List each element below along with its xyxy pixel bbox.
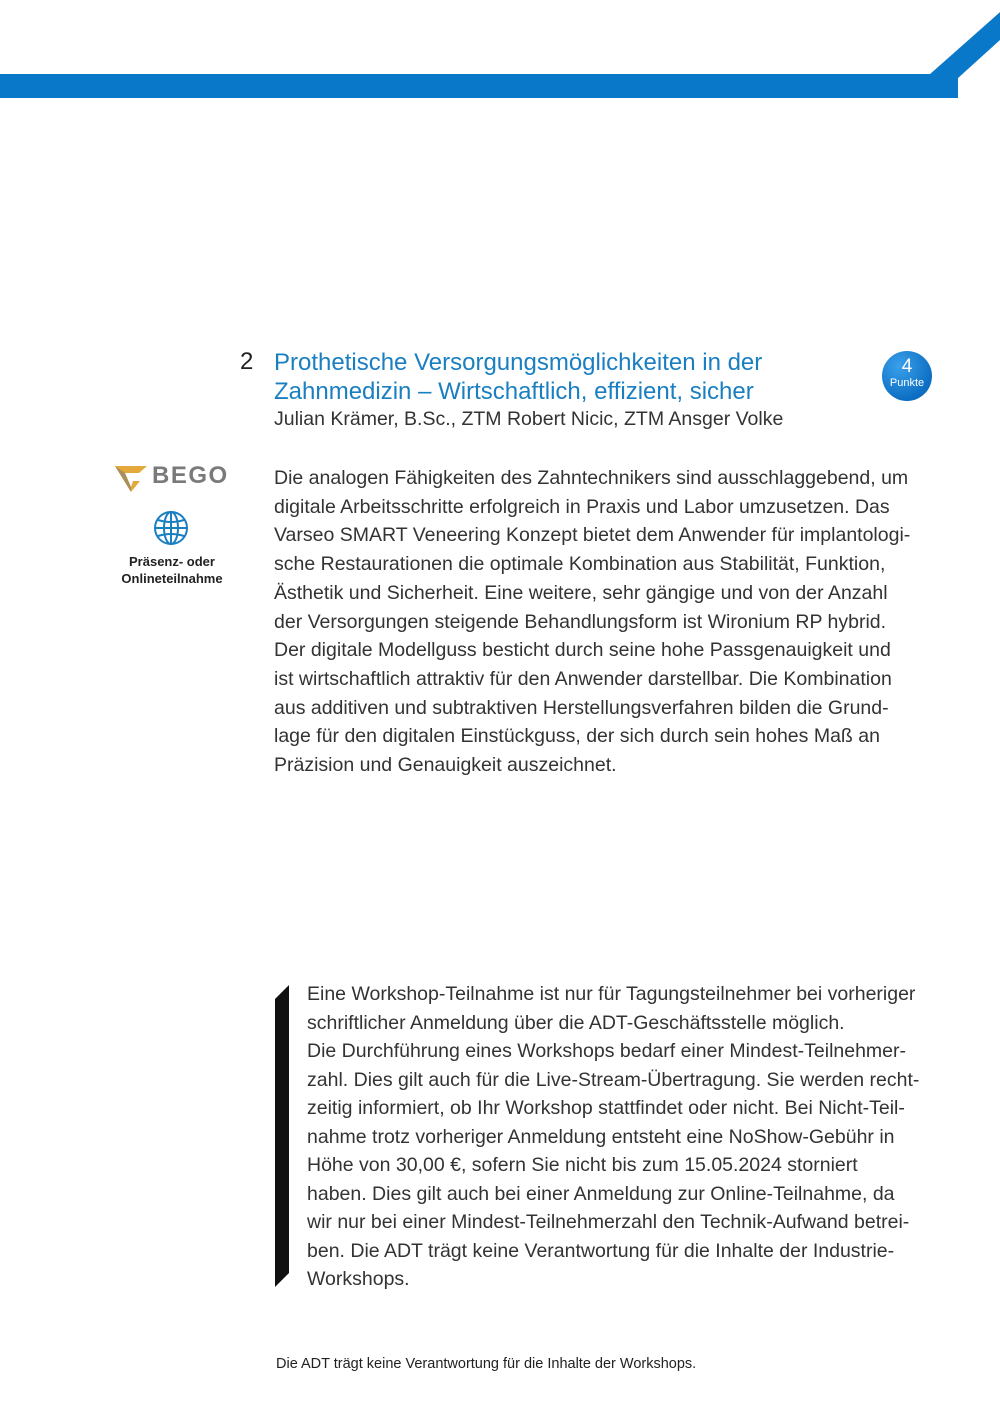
session-authors: Julian Krämer, B.Sc., ZTM Robert Nicic, ZTM Ansger Volke xyxy=(274,408,784,430)
workshop-notice: Eine Workshop-Teilnahme ist nur für Tagungsteilnehmer bei vorheriger schriftlicher Anmeldung über die ADT-Geschäftsstelle möglich. Die Durchführung eines Workshops bedarf einer Mindest-Teilnehmer- zahl. Dies gilt auch für die Live-Stream-Übertragung. Sie werden recht- zeitig informiert, ob Ihr Workshop stattfindet oder nicht. Bei Nicht-Teil- nahme trotz vorheriger Anmeldung entsteht eine NoShow-Gebühr in Höhe von 30,00 €, sofern Sie nicht bis zum 15.05.2024 storniert haben. Dies gilt auch bei einer Anmeldung zur Online-Teilnahme, da wir nur bei einer Mindest-Teilnehmerzahl den Technik-Aufwand betrei- ben. Die ADT trägt keine Verantwortung für die Inhalte der Industrie- Workshops. xyxy=(307,983,920,1290)
points-badge xyxy=(882,351,932,401)
bego-logo-text: BEGO xyxy=(152,462,229,489)
globe-icon xyxy=(152,509,190,547)
bego-logo-mark xyxy=(114,463,148,493)
footer-disclaimer: Die ADT trägt keine Verantwortung für die Inhalte der Workshops. xyxy=(276,1356,697,1372)
header-band xyxy=(0,0,1000,110)
points-label: Punkte xyxy=(889,377,925,389)
points-value: 4 xyxy=(901,356,913,377)
session-title: Prothetische Versorgungsmöglichkeiten in der Zahnmedizin – Wirtschaftlich, effizient, sicher xyxy=(274,349,763,405)
bego-logo xyxy=(114,461,229,493)
session-description: Die analogen Fähigkeiten des Zahntechnikers sind ausschlaggebend, um digitale Arbeitsschritte erfolgreich in Praxis und Labor umzusetzen. Das Varseo SMART Veneering Konzept bietet dem Anwender für implantologi- sche Restaurationen die optimale Kombination aus Stabilität, Funktion, Ästhetik und Sicherheit. Eine weitere, sehr gängige und von der Anzahl der Versorgungen steigende Behandlungsform ist Wironium RP hybrid. Der digitale Modellguss besticht durch seine hohe Passgenauigkeit und ist wirtschaftlich attraktiv für den Anwender darstellbar. Die Kombination aus additiven und subtraktiven Herstellungsverfahren bilden die Grund- lage für den digitalen Einstückguss, der sich durch sein hohes Maß an Präzision und Genauigkeit auszeichnet. xyxy=(274,467,911,777)
participation-label: Präsenz- oder Onlineteilnahme xyxy=(121,554,223,586)
notice-bar xyxy=(275,985,291,1287)
session-number: 2 xyxy=(240,348,254,375)
